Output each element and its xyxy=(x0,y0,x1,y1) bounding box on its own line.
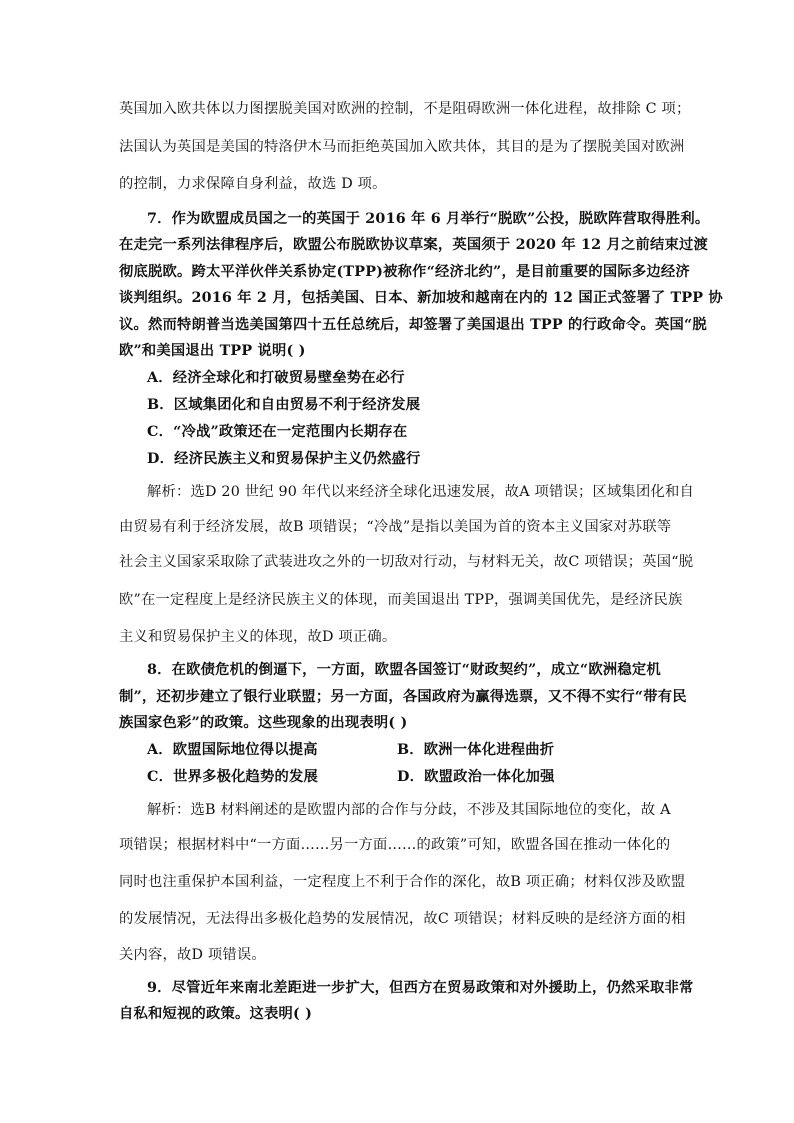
question-8-analysis-line: 解析：选B 材料阐述的是欧盟内部的合作与分歧，不涉及其国际地位的变化，故 A xyxy=(147,802,671,818)
question-8-analysis-line: 项错误；根据材料中“一方面……另一方面……的政策”可知，欧盟各国在推动一体化的 xyxy=(119,837,671,853)
question-8-option-c: C．世界多极化趋势的发展 xyxy=(147,769,319,785)
question-9-stem-line: 9．尽管近年来南北差距进一步扩大，但西方在贸易政策和对外援助上，仍然采取非常 xyxy=(147,980,694,996)
question-8-analysis-line: 同时也注重保护本国利益，一定程度上不利于合作的深化，故B 项正确；材料仅涉及欧盟 xyxy=(119,874,686,890)
question-7-stem-line: 议。然而特朗普当选美国第四十五任总统后，却签署了美国退出 TPP 的行政命令。英国“脱 xyxy=(119,317,707,333)
question-8-analysis-line: 关内容，故D 项错误。 xyxy=(119,947,266,963)
question-8-stem-line: 制”，还初步建立了银行业联盟；另一方面，各国政府为赢得选票，又不得不实行“带有民 xyxy=(119,689,687,705)
question-7-stem-line: 在走完一系列法律程序后，欧盟公布脱欧协议草案，英国须于 2020 年 12 月之前结束过渡 xyxy=(119,237,708,253)
explanation-line: 英国加入欧共体以力图摆脱美国对欧洲的控制，不是阻碍欧洲一体化进程，故排除 C 项； xyxy=(119,101,691,117)
explanation-line: 的控制，力求保障自身利益，故选 D 项。 xyxy=(119,176,387,192)
explanation-line: 法国认为英国是美国的特洛伊木马而拒绝英国加入欧共体，其目的是为了摆脱美国对欧洲 xyxy=(119,139,685,155)
question-7-stem-line: 彻底脱欧。跨太平洋伙伴关系协定(TPP)被称作“经济北约”，是目前重要的国际多边经济 xyxy=(119,264,690,280)
question-7-option-a: A．经济全球化和打破贸易壁垒势在必行 xyxy=(147,370,405,386)
question-7-analysis-line: 主义和贸易保护主义的体现，故D 项正确。 xyxy=(119,629,397,645)
question-8-option-b: B．欧洲一体化进程曲折 xyxy=(397,742,555,758)
question-7-option-c: C．“冷战”政策还在一定范围内长期存在 xyxy=(147,424,408,440)
question-8-analysis-line: 的发展情况，无法得出多极化趋势的发展情况，故C 项错误；材料反映的是经济方面的相 xyxy=(119,911,686,927)
question-7-stem-line: 谈判组织。2016 年 2 月，包括美国、日本、新加坡和越南在内的 12 国正式签署了 TPP 协 xyxy=(119,290,723,306)
question-7-analysis-line: 社会主义国家采取除了武装进攻之外的一切敌对行动，与材料无关，故C 项错误；英国“脱 xyxy=(119,554,694,570)
question-7-stem-line: 7．作为欧盟成员国之一的英国于 2016 年 6 月举行“脱欧”公投，脱欧阵营取得胜利。 xyxy=(147,211,710,227)
question-8-option-d: D．欧盟政治一体化加强 xyxy=(397,769,555,785)
question-7-option-d: D．经济民族主义和贸易保护主义仍然盛行 xyxy=(147,451,421,467)
question-9-stem-line: 自私和短视的政策。这表明( ) xyxy=(119,1006,313,1022)
question-7-option-b: B．区域集团化和自由贸易不利于经济发展 xyxy=(147,397,421,413)
question-7-analysis-line: 解析：选D 20 世纪 90 年代以来经济全球化迅速发展，故A 项错误；区域集团化和自 xyxy=(147,484,694,500)
question-7-analysis-line: 欧”在一定程度上是经济民族主义的体现，而美国退出 TPP，强调美国优先，是经济民族 xyxy=(119,592,683,608)
question-7-analysis-line: 由贸易有利于经济发展，故B 项错误；“冷战”是指以美国为首的资本主义国家对苏联等 xyxy=(119,519,672,535)
question-7-stem-line: 欧”和美国退出 TPP 说明( ) xyxy=(119,343,306,359)
question-8-stem-line: 8．在欧债危机的倒逼下，一方面，欧盟各国签订“财政契约”，成立“欧洲稳定机 xyxy=(147,662,661,678)
question-8-option-a: A．欧盟国际地位得以提高 xyxy=(147,742,318,758)
question-8-stem-line: 族国家色彩”的政策。这些现象的出现表明( ) xyxy=(119,715,408,731)
